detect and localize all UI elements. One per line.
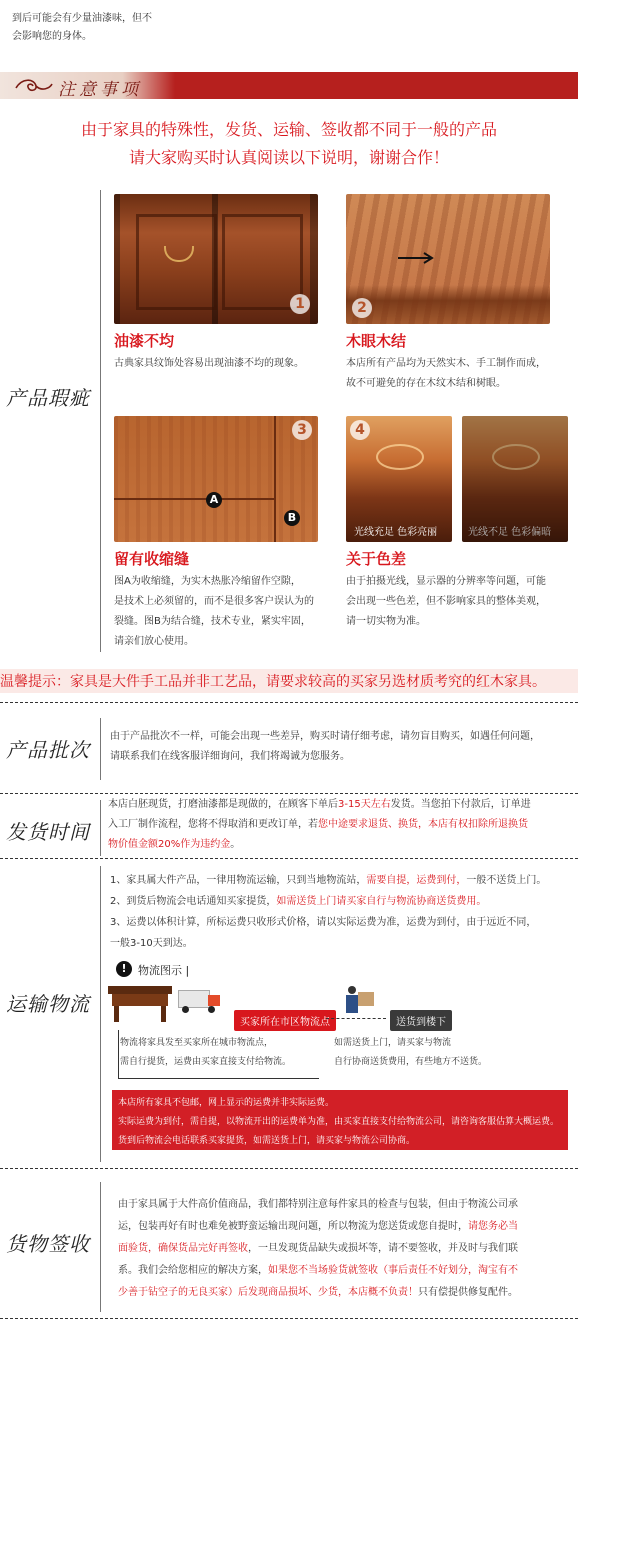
section-divider xyxy=(100,190,101,652)
section-label-receipt: 货物签收 xyxy=(6,1232,90,1256)
batch-text: 由于产品批次不一样，可能会出现一些差异，购买时请仔细考虑，请勿盲目购买，如遇任何问题， 请联系我们在线客服详细询问，我们将竭诚为您服务。 xyxy=(110,731,540,762)
item-title-wood-knot: 木眼木结 xyxy=(346,332,407,350)
notice-banner xyxy=(0,72,578,99)
badge-3: 3 xyxy=(292,420,312,440)
item-title-shrink-gap: 留有收缩缝 xyxy=(114,550,190,568)
caption-dark: 光线不足 色彩偏暗 xyxy=(468,527,552,538)
item-title-color-diff: 关于色差 xyxy=(346,550,407,568)
warm-tip: 温馨提示：家具是大件手工品并非工艺品，请要求较高的买家另选材质考究的红木家具。 xyxy=(0,669,578,693)
door-badge: 送货到楼下 xyxy=(390,1010,452,1031)
photo-wood-knot xyxy=(346,194,550,324)
section-label-logistics: 运输物流 xyxy=(6,992,90,1016)
logistics-text: 1、家具属大件产品，一律用物流运输，只到当地物流站，需要自提，运费到付，一般不送货上门。 2、到货后物流会电话通知买家提货，如需送货上门请买家自行与物流协商送货费用。 3、运费以体积计算，所标运费只收形式价格，请以实际运费为准，运费为到付，由于远近不同， 一般3-10天到达。 xyxy=(110,875,547,949)
intro-text xyxy=(12,10,182,46)
section-label-batch: 产品批次 xyxy=(6,738,90,762)
notice-line-1: 由于家具的特殊性，发货、运输、签收都不同于一般的产品 xyxy=(80,120,497,139)
photo-color-bright xyxy=(346,416,452,542)
shipping-fee-notice: 本店所有家具不包邮，网上显示的运费并非实际运费。 实际运费为到付，需自提，以物流开出的运费单为准，由买家直接支付给物流公司，请咨询客服估算大概运费。 货到后物流会电话联系买家提货，如需送货上门，请买家与物流公司协商。 xyxy=(112,1090,568,1150)
mark-b: B xyxy=(284,510,300,526)
photo-uneven-paint xyxy=(114,194,318,324)
photo-shrink-gap xyxy=(114,416,318,542)
divider-dashed xyxy=(0,702,578,703)
badge-2: 2 xyxy=(352,298,372,318)
badge-4: 4 xyxy=(350,420,370,440)
swirl-ornament-icon xyxy=(14,76,54,96)
arrow-right-icon xyxy=(398,252,438,264)
item-desc-wood-knot: 本店所有产品均为天然实木、手工制作而成， 故不可避免的存在木纹木结和树眼。 xyxy=(346,358,546,389)
note-left: 物流将家具发至买家所在城市物流点， 需自行提货，运费由买家直接支付给物流。 xyxy=(120,1038,292,1067)
intro-line-2: 会影响您的身体。 xyxy=(12,31,92,42)
caption-bright: 光线充足 色彩亮丽 xyxy=(354,527,438,538)
banner-title: 注意事项 xyxy=(58,80,142,99)
badge-1: 1 xyxy=(290,294,310,314)
item-title-uneven-paint: 油漆不均 xyxy=(114,332,175,350)
ship-time-text: 本店白胚现货，打磨油漆都是现做的，在顾客下单后3-15天左右发货。当您拍下付款后，订单进 入工厂制作流程，您将不得取消和更改订单，若您中途要求退货、换货，本店有权扣除所退换货 物价值金额20%作为违约金。 xyxy=(108,799,531,850)
item-desc-shrink-gap: 图A为收缩缝，为实木热胀冷缩留作空隙， 是技术上必须留的，而不是很多客户误认为的 裂缝。图B为结合缝，技术专业，紧实牢固， 请亲们放心使用。 xyxy=(114,576,314,647)
intro-line-1: 到后可能会有少量油漆味，但不 xyxy=(12,13,152,24)
diagram-title: 物流图示 | xyxy=(138,964,190,977)
receipt-text: 由于家具属于大件高价值商品，我们都特别注意每件家具的检查与包装，但由于物流公司承 运，包装再好有时也难免被野蛮运输出现问题，所以物流为您送货或您自提时，请您务必当 面验货，确保货品完好再签收，一旦发现货品缺失或损坏等，请不要签收，并及时与我们联 系。我们会给您相应的解决方案，如果您不当场验货就签收（事后责任不好划分，淘宝有不 少善于钻空子的无良买家）后发现商品损坏、少货，本店概不负责！只有偿提供修复配件。 xyxy=(118,1199,518,1298)
station-badge: 买家所在市区物流点 xyxy=(234,1010,336,1031)
photo-color-dark xyxy=(462,416,568,542)
alert-icon: ! xyxy=(116,961,132,977)
note-right: 如需送货上门，请买家与物流 自行协商送货费用，有些地方不送货。 xyxy=(334,1038,488,1067)
mark-a: A xyxy=(206,492,222,508)
section-label-defects: 产品瑕疵 xyxy=(6,386,90,410)
truck-icon xyxy=(178,990,222,1014)
porter-icon xyxy=(346,986,376,1016)
item-desc-color-diff: 由于拍摄光线，显示器的分辨率等问题，可能 会出现一些色差，但不影响家具的整体美观， 请一切实物为准。 xyxy=(346,576,546,627)
notice-line-2: 请大家购买时认真阅读以下说明，谢谢合作！ xyxy=(128,148,449,167)
furniture-icon xyxy=(108,986,172,1022)
item-desc-uneven-paint: 古典家具纹饰处容易出现油漆不均的现象。 xyxy=(114,358,304,369)
notice-text xyxy=(0,116,578,172)
section-label-ship-time: 发货时间 xyxy=(6,820,90,844)
